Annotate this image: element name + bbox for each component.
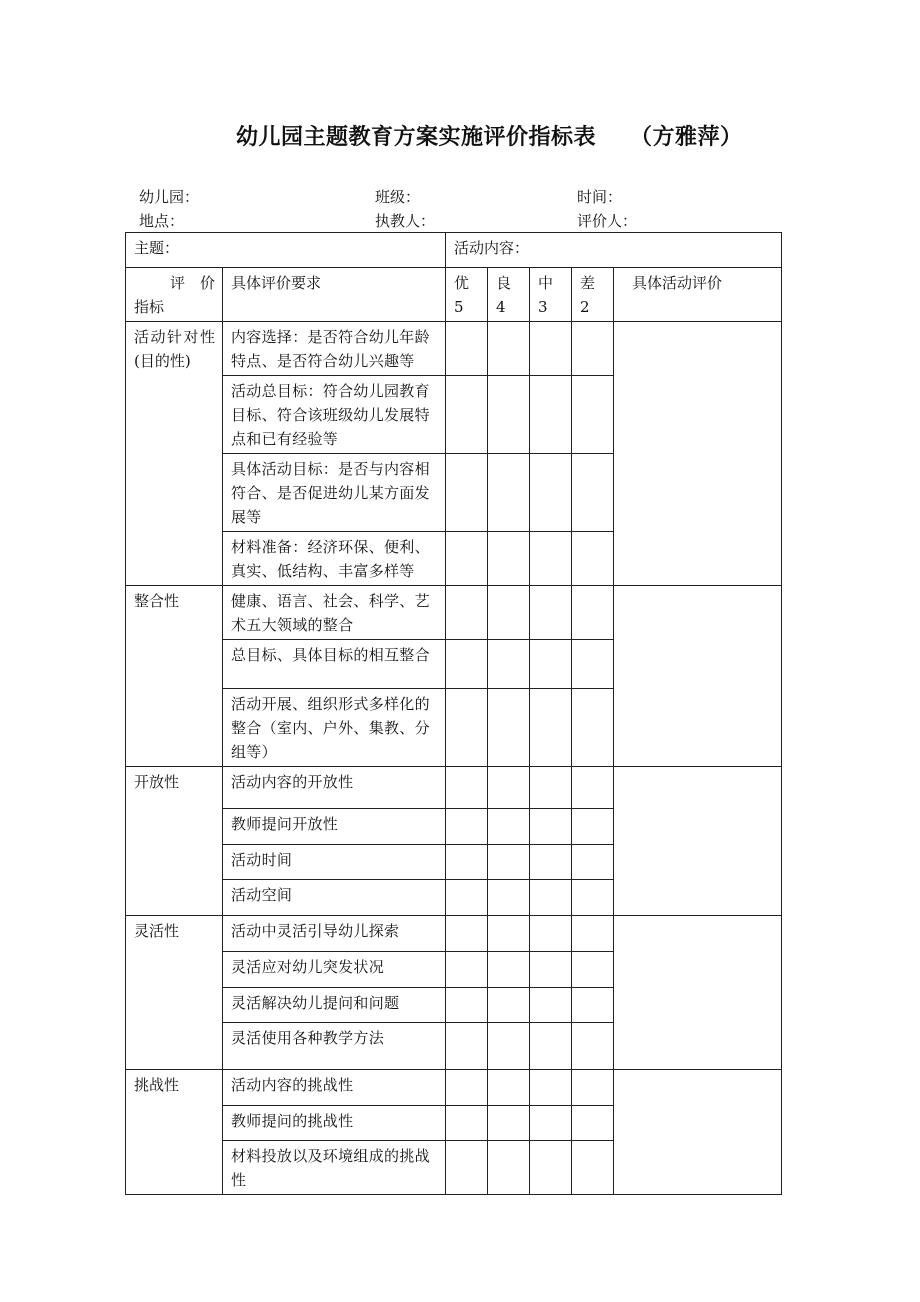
activity-eval-cell[interactable] [614, 1070, 782, 1195]
score-poor[interactable] [572, 586, 614, 640]
score-medium[interactable] [530, 689, 572, 767]
score-poor[interactable] [572, 1023, 614, 1070]
meta-kindergarten: 幼儿园： [139, 188, 200, 206]
score-excellent[interactable] [446, 640, 488, 689]
category-openness: 开放性 [126, 767, 223, 916]
table-row [126, 1070, 782, 1106]
table-row [126, 586, 782, 640]
header-indicator-line1: 评 价 [170, 274, 216, 292]
requirement-cell: 教师提问的挑战性 [223, 1106, 446, 1141]
score-poor[interactable] [572, 1070, 614, 1106]
score-good[interactable] [488, 988, 530, 1023]
category-challenge: 挑战性 [126, 1070, 223, 1195]
header-row [126, 268, 782, 322]
score-excellent[interactable] [446, 1070, 488, 1106]
score-medium[interactable] [530, 880, 572, 916]
score-medium[interactable] [530, 916, 572, 952]
score-poor[interactable] [572, 880, 614, 916]
theme-cell [126, 233, 446, 268]
evaluation-table [125, 232, 782, 1195]
score-excellent[interactable] [446, 845, 488, 880]
header-indicator [126, 268, 223, 322]
activity-eval-cell[interactable] [614, 322, 782, 586]
score-medium[interactable] [530, 1106, 572, 1141]
category-integration: 整合性 [126, 586, 223, 767]
score-medium[interactable] [530, 809, 572, 845]
table-row [126, 916, 782, 952]
meta-class: 班级： [375, 188, 421, 206]
score-poor[interactable] [572, 767, 614, 809]
score-poor[interactable] [572, 809, 614, 845]
score-poor[interactable] [572, 322, 614, 376]
score-good[interactable] [488, 586, 530, 640]
score-medium[interactable] [530, 322, 572, 376]
requirement-cell: 活动开展、组织形式多样化的整合（室内、户外、集教、分组等） [223, 689, 446, 767]
score-poor[interactable] [572, 454, 614, 532]
score-poor[interactable] [572, 1106, 614, 1141]
requirement-cell: 材料准备：经济环保、便利、真实、低结构、丰富多样等 [223, 532, 446, 586]
title-author: （方雅萍） [630, 125, 743, 150]
meta-teacher: 执教人： [375, 212, 436, 230]
score-excellent[interactable] [446, 586, 488, 640]
document-title [236, 120, 743, 151]
activity-eval-cell[interactable] [614, 586, 782, 767]
score-poor[interactable] [572, 845, 614, 880]
score-medium[interactable] [530, 845, 572, 880]
meta-time: 时间： [577, 188, 623, 206]
score-good[interactable] [488, 1070, 530, 1106]
score-good[interactable] [488, 1141, 530, 1195]
score-good[interactable] [488, 532, 530, 586]
score-medium[interactable] [530, 532, 572, 586]
score-medium[interactable] [530, 952, 572, 988]
score-excellent[interactable] [446, 1023, 488, 1070]
score-excellent[interactable] [446, 1141, 488, 1195]
table-row [126, 767, 782, 809]
score-medium[interactable] [530, 988, 572, 1023]
activity-content-cell [446, 233, 782, 268]
score-good[interactable] [488, 454, 530, 532]
meta-evaluator: 评价人： [577, 212, 638, 230]
score-medium[interactable] [530, 586, 572, 640]
header-requirement: 具体评价要求 [223, 268, 446, 322]
score-excellent[interactable] [446, 880, 488, 916]
category-flexibility: 灵活性 [126, 916, 223, 1070]
header-medium: 中 3 [530, 268, 572, 322]
category-targeting: 活动针对性(目的性) [126, 322, 223, 586]
header-activity-eval: 具体活动评价 [614, 268, 782, 322]
requirement-cell: 活动内容的挑战性 [223, 1070, 446, 1106]
score-good[interactable] [488, 689, 530, 767]
score-medium[interactable] [530, 1023, 572, 1070]
requirement-cell: 灵活解决幼儿提问和问题 [223, 988, 446, 1023]
header-excellent: 优 5 [446, 268, 488, 322]
score-poor[interactable] [572, 376, 614, 454]
theme-row [126, 233, 782, 268]
requirement-cell: 材料投放以及环境组成的挑战性 [223, 1141, 446, 1195]
score-good[interactable] [488, 1023, 530, 1070]
score-good[interactable] [488, 1106, 530, 1141]
requirement-cell: 活动中灵活引导幼儿探索 [223, 916, 446, 952]
header-poor: 差 2 [572, 268, 614, 322]
score-good[interactable] [488, 845, 530, 880]
score-good[interactable] [488, 376, 530, 454]
requirement-cell: 灵活应对幼儿突发状况 [223, 952, 446, 988]
header-indicator-line2: 指标 [134, 298, 165, 316]
score-excellent[interactable] [446, 689, 488, 767]
score-good[interactable] [488, 640, 530, 689]
score-good[interactable] [488, 952, 530, 988]
requirement-cell: 健康、语言、社会、科学、艺术五大领域的整合 [223, 586, 446, 640]
score-good[interactable] [488, 916, 530, 952]
requirement-cell: 内容选择：是否符合幼儿年龄特点、是否符合幼儿兴趣等 [223, 322, 446, 376]
score-excellent[interactable] [446, 952, 488, 988]
score-poor[interactable] [572, 988, 614, 1023]
score-excellent[interactable] [446, 767, 488, 809]
activity-eval-cell[interactable] [614, 767, 782, 916]
score-medium[interactable] [530, 376, 572, 454]
score-good[interactable] [488, 809, 530, 845]
table-row [126, 322, 782, 376]
score-excellent[interactable] [446, 322, 488, 376]
score-poor[interactable] [572, 952, 614, 988]
requirement-cell: 总目标、具体目标的相互整合 [223, 640, 446, 689]
theme-label: 主题： [134, 239, 180, 257]
score-excellent[interactable] [446, 809, 488, 845]
score-poor[interactable] [572, 689, 614, 767]
requirement-cell: 教师提问开放性 [223, 809, 446, 845]
score-excellent[interactable] [446, 376, 488, 454]
score-good[interactable] [488, 880, 530, 916]
score-poor[interactable] [572, 640, 614, 689]
title-main: 幼儿园主题教育方案实施评价指标表 [236, 125, 597, 150]
score-excellent[interactable] [446, 916, 488, 952]
header-excellent-text: 优 [454, 274, 470, 292]
meta-location: 地点： [139, 212, 185, 230]
requirement-cell: 活动内容的开放性 [223, 767, 446, 809]
requirement-cell: 具体活动目标：是否与内容相符合、是否促进幼儿某方面发展等 [223, 454, 446, 532]
score-medium[interactable] [530, 454, 572, 532]
score-medium[interactable] [530, 1070, 572, 1106]
score-excellent[interactable] [446, 1106, 488, 1141]
score-excellent[interactable] [446, 454, 488, 532]
requirement-cell: 活动时间 [223, 845, 446, 880]
activity-eval-cell[interactable] [614, 916, 782, 1070]
requirement-cell: 活动空间 [223, 880, 446, 916]
activity-content-label: 活动内容： [454, 239, 530, 257]
requirement-cell: 活动总目标：符合幼儿园教育目标、符合该班级幼儿发展特点和已有经验等 [223, 376, 446, 454]
score-poor[interactable] [572, 916, 614, 952]
requirement-cell: 灵活使用各种教学方法 [223, 1023, 446, 1070]
header-good: 良 4 [488, 268, 530, 322]
score-medium[interactable] [530, 1141, 572, 1195]
score-excellent[interactable] [446, 532, 488, 586]
score-good[interactable] [488, 322, 530, 376]
score-medium[interactable] [530, 767, 572, 809]
score-good[interactable] [488, 767, 530, 809]
score-poor[interactable] [572, 532, 614, 586]
score-poor[interactable] [572, 1141, 614, 1195]
score-medium[interactable] [530, 640, 572, 689]
score-excellent[interactable] [446, 988, 488, 1023]
